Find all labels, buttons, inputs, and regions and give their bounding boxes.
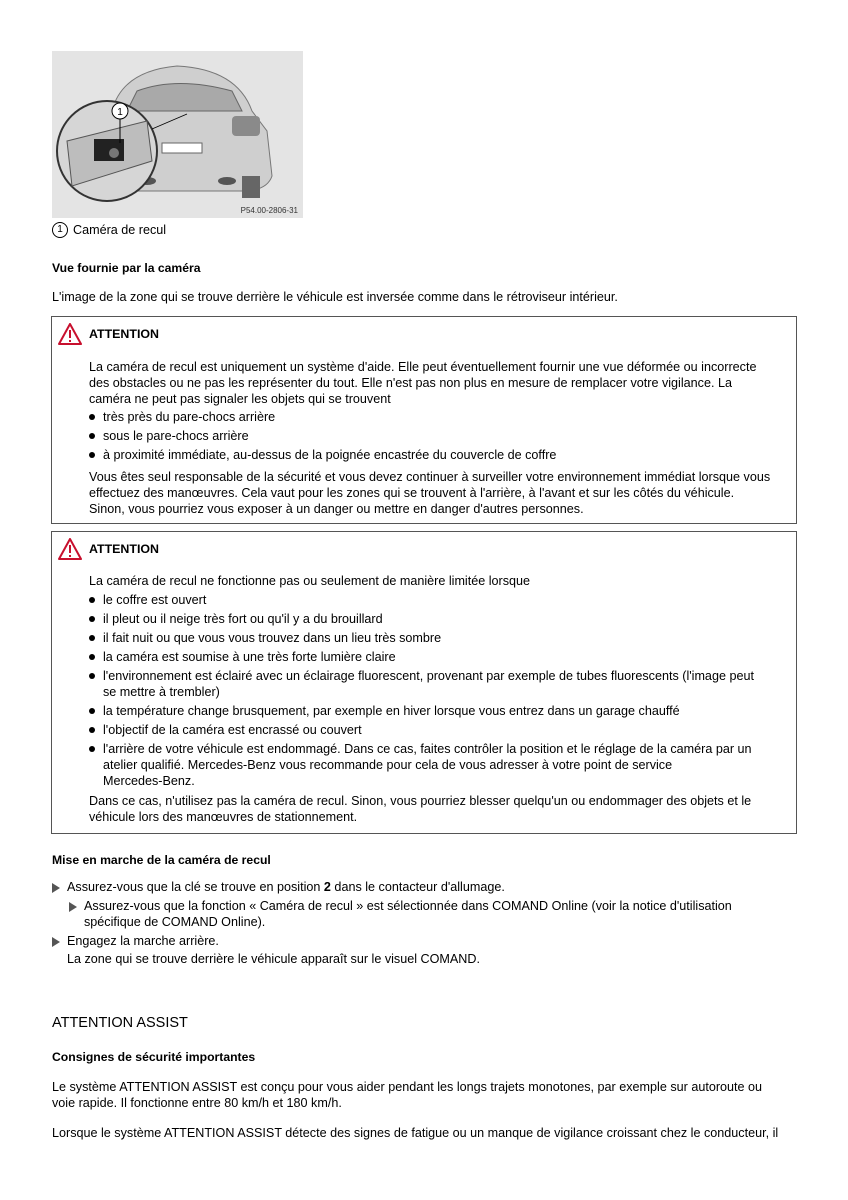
list-item: le coffre est ouvert [66,592,792,608]
warning-body [89,359,788,407]
figure-caption [52,222,166,238]
warning-outro-line: effectuez des manœuvres. Cela vaut pour les zones qui se trouvent à l'arrière, à l'avant et sur les côtés du véhicule. [89,486,735,500]
section-heading-activation: Mise en marche de la caméra de recul [52,853,271,867]
list-item: la caméra est soumise à une très forte lumière claire [66,649,792,665]
figure-ref-code: P54.00-2806-31 [240,206,298,215]
warning-box-2 [51,531,797,834]
step-arrow-icon [69,902,77,912]
list-item: très près du pare-chocs arrière [66,409,786,425]
car-rear-illustration [52,51,303,218]
callout-marker: 1 [52,222,68,238]
warning-intro-line: des obstacles ou ne pas les représenter du tout. Elle n'est pas non plus en mesure de remplacer votre vigilance. La [89,376,732,390]
camera-view-text: L'image de la zone qui se trouve derrière le véhicule est inversée comme dans le rétroviseur intérieur. [52,290,618,304]
callout-number: 1 [117,107,123,118]
warning-intro-line: La caméra de recul est uniquement un système d'aide. Elle peut éventuellement fournir une vue déformée ou incorrecte [89,360,757,374]
caption-text: Caméra de recul [73,223,167,237]
warning-outro-line: Dans ce cas, n'utilisez pas la caméra de recul. Sinon, vous pourriez blesser quelqu'un ou endommager des objets et le [89,794,752,808]
list-item: l'arrière de votre véhicule est endommagé. Dans ce cas, faites contrôler la position et le réglage de la caméra par un atelier qualifié. Mercedes-Benz vous recommande pour cela de vous adresser à votre point de service Mercedes-Benz. [66,741,792,789]
section-heading-camera-view: Vue fournie par la caméra [52,261,201,275]
warning-outro [89,469,788,517]
warning-title: ATTENTION [89,327,159,341]
attention-assist-para-2: Lorsque le système ATTENTION ASSIST détecte des signes de fatigue ou un manque de vigilance croissant chez le conducteur, il [52,1126,779,1140]
rear-camera-figure [52,51,303,218]
section-title-attention-assist: ATTENTION ASSIST [52,1015,188,1031]
warning-outro-line: Sinon, vous pourriez vous exposer à un danger ou mettre en danger d'autres personnes. [89,502,584,516]
step-arrow-icon [52,883,60,893]
warning-triangle-icon [58,538,82,560]
list-item: à proximité immédiate, au-dessus de la poignée encastrée du couvercle de coffre [66,447,786,463]
warning-bullet-list [66,592,792,792]
warning-box-1 [51,316,797,524]
warning-intro-line: caméra ne peut pas signaler les objets qui se trouvent [89,392,391,406]
attention-assist-para-1: Le système ATTENTION ASSIST est conçu pour vous aider pendant les longs trajets monotones, par exemple sur autoroute ou voie rapide. Il fonctionne entre 80 km/h et 180 km/h. [52,1080,763,1110]
warning-bullet-list [66,409,786,466]
list-item: la température change brusquement, par exemple en hiver lorsque vous entrez dans un garage chauffé [66,703,792,719]
list-item: sous le pare-chocs arrière [66,428,786,444]
warning-outro-line: Vous êtes seul responsable de la sécurité et vous devez continuer à surveiller votre environnement immédiat lorsque vous [89,470,771,484]
step-2: Engagez la marche arrière. [52,933,219,949]
warning-triangle-icon [58,323,82,345]
step-2-result: La zone qui se trouve derrière le véhicule apparaît sur le visuel COMAND. [67,952,480,966]
list-item: il fait nuit ou que vous vous trouvez dans un lieu très sombre [66,630,792,646]
list-item: l'objectif de la caméra est encrassé ou couvert [66,722,792,738]
step-1: Assurez-vous que la clé se trouve en position 2 dans le contacteur d'allumage. [52,879,505,895]
section-heading-safety: Consignes de sécurité importantes [52,1050,256,1064]
list-item: l'environnement est éclairé avec un éclairage fluorescent, provenant par exemple de tubes fluorescents (l'image peut se mettre à trembler) [66,668,792,700]
step-arrow-icon [52,937,60,947]
list-item: il pleut ou il neige très fort ou qu'il y a du brouillard [66,611,792,627]
warning-outro-line: véhicule lors des manœuvres de stationnement. [89,810,358,824]
warning-title: ATTENTION [89,542,159,556]
step-1-sub: Assurez-vous que la fonction « Caméra de recul » est sélectionnée dans COMAND Online (voir la notice d'utilisation spécifique de COMAND Online). [69,898,732,930]
warning-outro [89,793,788,825]
warning-intro: La caméra de recul ne fonctionne pas ou seulement de manière limitée lorsque [89,574,531,588]
